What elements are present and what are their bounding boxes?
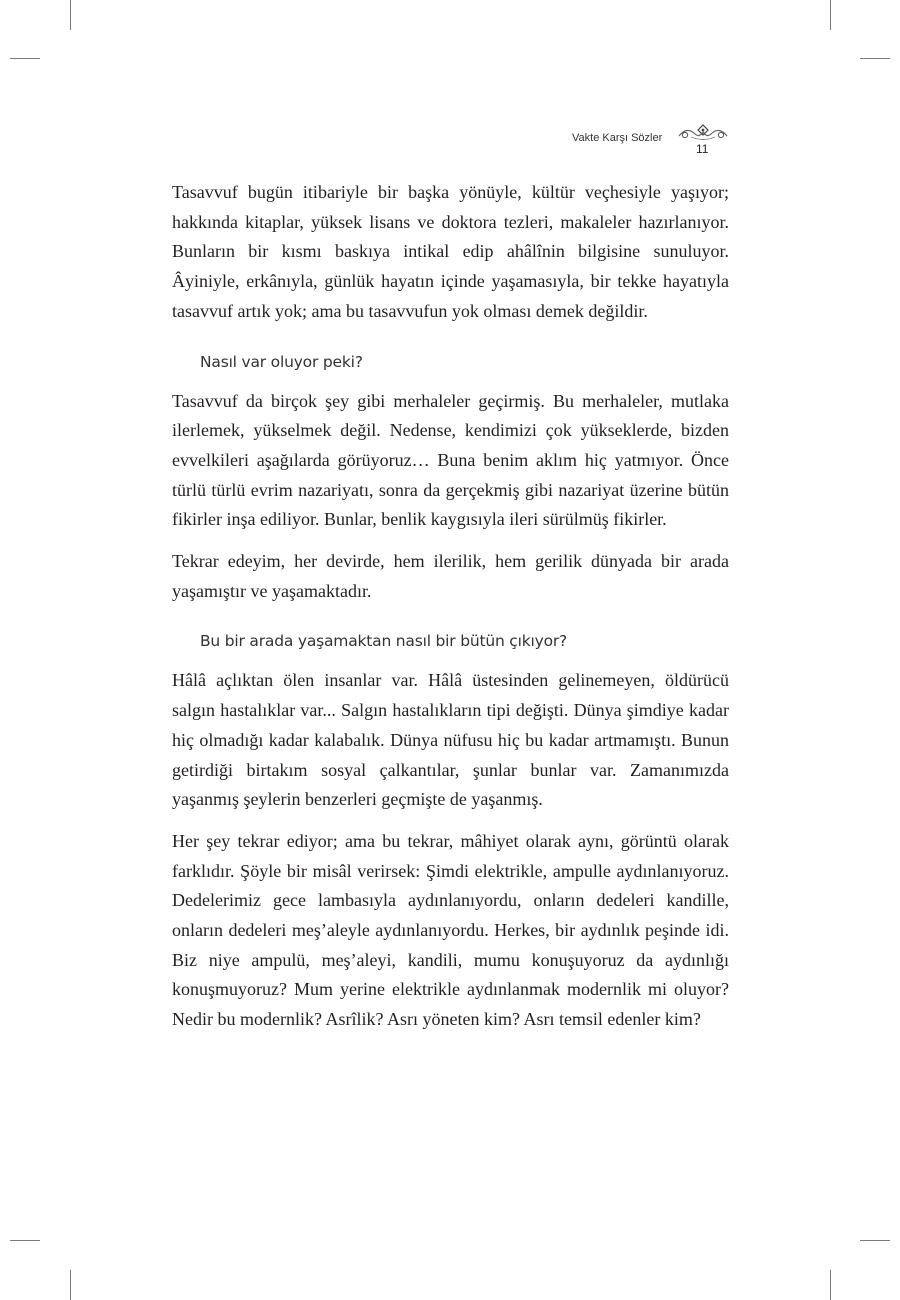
interview-question-2: Bu bir arada yaşamaktan nasıl bir bütün çıkıyor? — [200, 632, 568, 651]
body-text — [172, 178, 729, 1047]
paragraph-2: Tasavvuf da birçok şey gibi merhaleler geçirmiş. Bu merhaleler, mutlaka ilerlemek, yükselmek değil. Nedense, kendimizi çok yükseklerde, bizden evvelkileri aşağılarda görüyoruz… Buna benim aklım hiç yatmıyor. Önce türlü türlü evrim nazariyatı, sonra da gerçekmiş gibi nazariyat üzerine bütün fikirler inşa ediliyor. Bunlar, benlik kaygısıyla ileri sürülmüş fikirler. — [172, 390, 729, 530]
crop-mark-top-left — [70, 0, 71, 30]
paragraph-4: Hâlâ açlıktan ölen insanlar var. Hâlâ üstesinden gelinemeyen, öldürücü salgın hastalıklar var... Salgın hastalıkların tipi değişti. Dünya şimdiye kadar hiç olmadığı kadar kalabalık. Dünya nüfusu hiç bu kadar artmamıştı. Bunun getirdiği birtakım sosyal çalkantılar, şunlar bunlar var. Zamanımızda yaşanmış şeylerin benzerleri geçmişte de yaşanmış. — [172, 670, 729, 810]
crop-mark-left-upper — [10, 58, 40, 59]
crop-mark-bottom-right — [830, 1270, 831, 1300]
running-head — [560, 128, 740, 158]
crop-mark-right-lower — [860, 1240, 890, 1241]
crop-mark-left-lower — [10, 1240, 40, 1241]
paragraph-5: Her şey tekrar ediyor; ama bu tekrar, mâhiyet olarak aynı, görüntü olarak farklıdır. Şöyle bir misâl verirsek: Şimdi elektrikle, ampulle aydınlanıyoruz. Dedelerimiz gece lambasıyla aydınlanıyordu, onların dedeleri kandille, onların dedeleri meş’aleyle aydınlanıyordu. Herkes, bir aydınlık peşinde idi. Biz niye ampulü, meş’aleyi, kandili, mumu konuşuyoruz da aydınlığı konuşmuyoruz? Mum yerine elektrikle aydınlanmak modernlik mi oluyor? Nedir bu modernlik? Asrîlik? Asrı yöneten kim? Asrı temsil edenler kim? — [172, 830, 729, 1030]
paragraph-3: Tekrar edeyim, her devirde, hem ilerilik, hem gerilik dünyada bir arada yaşamıştır ve yaşamaktadır. — [172, 551, 729, 601]
page-number: 11 — [696, 142, 709, 156]
crop-mark-top-right — [830, 0, 831, 30]
floral-ornament-icon — [677, 122, 729, 144]
crop-mark-bottom-left — [70, 1270, 71, 1300]
interview-question-1: Nasıl var oluyor peki? — [200, 352, 363, 371]
book-title: Vakte Karşı Sözler — [572, 132, 663, 144]
paragraph-1: Tasavvuf bugün itibariyle bir başka yönüyle, kültür veçhesiyle yaşıyor; hakkında kitaplar, yüksek lisans ve doktora tezleri, makaleler hazırlanıyor. Bunların bir kısmı baskıya intikal edip ahâlînin bilgisine sunuluyor. Âyiniyle, erkânıyla, günlük hayatın içinde yaşamasıyla, bir tekke hayatıyla tasavvuf artık yok; ama bu tasavvufun yok olması demek değildir. — [172, 182, 729, 321]
crop-mark-right-upper — [860, 58, 890, 59]
